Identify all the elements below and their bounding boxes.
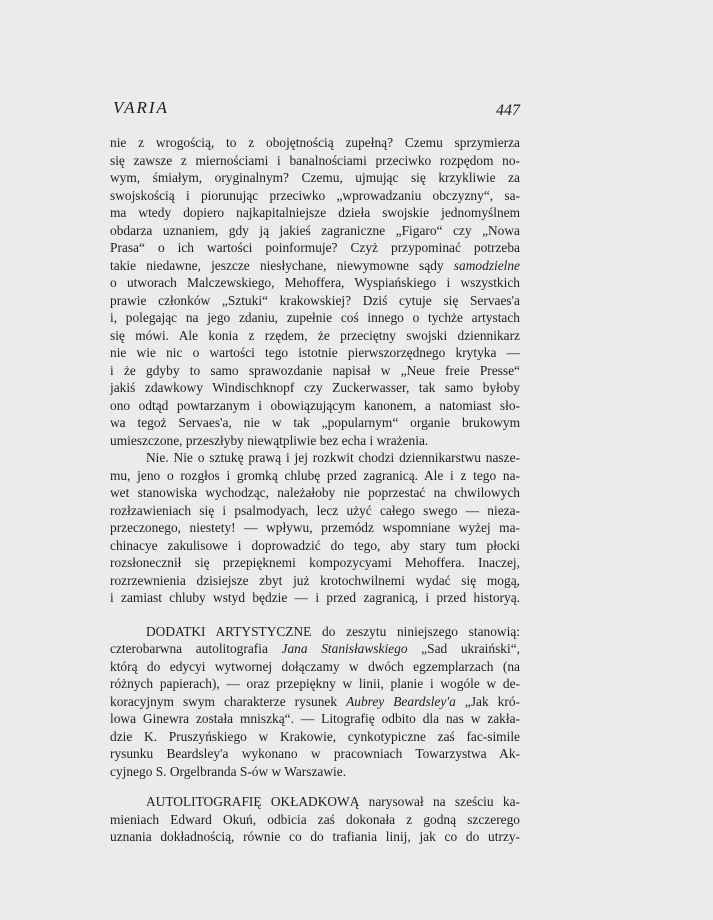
body-text [110, 134, 520, 846]
text-run: koracyjnym swym charakterze rysunek [110, 693, 347, 709]
text-line: rozsłonecznił się przepięknemi kompozycyami Mehoffera. Inaczej, [110, 555, 520, 570]
emphasis: Aubrey Beardsley'a [346, 693, 456, 709]
text-line [110, 257, 520, 275]
page-header [113, 98, 520, 124]
text-line: i, polegając na jego zdaniu, zupełnie coś innego o tychże artystach [110, 310, 520, 325]
text-line: się zawsze z miernościami i banalnościami przeciwko rozpędom no- [110, 152, 520, 168]
text-line: wet stanowiska wychodząc, należałoby nie poprzestać na chwilowych [110, 485, 520, 500]
text-line: przeczonego, niestety! — wpływu, przemódz wspomniane wyżej ma- [110, 520, 520, 535]
text-line: różnych papierach), — oraz przepiękny w linii, planie i wogóle w de- [110, 676, 520, 691]
text-run: czterobarwna autolitografia [110, 641, 282, 656]
text-line: wym, śmiałym, oryginalnym? Czemu, ujmując się krzykliwie za [110, 170, 520, 185]
text-line: którą do edycyi wytwornej dołączamy w dwóch egzemplarzach (na [110, 658, 520, 674]
text-line: rysunku Beardsley'a wykonano w pracowniach Towarzystwa Ak- [110, 746, 520, 761]
emphasis: samodzielne [453, 257, 520, 273]
text-line: cyjnego S. Orgelbranda S-ów w Warszawie. [110, 763, 347, 779]
text-line: Nie. Nie o sztukę prawą i jej rozkwit chodzi dziennikarstwu nasze- [146, 450, 520, 465]
paragraph-gap [110, 780, 520, 793]
emphasis: Jana Stanisławskiego [281, 641, 408, 656]
text-line: wa tegoż Servaes'a, nie w tak „popularnym“ organie brukowym [110, 415, 520, 430]
text-line: o utworach Malczewskiego, Mehoffera, Wyspiańskiego i wszystkich [110, 275, 520, 290]
text-line: umieszczone, przeszłyby niewątpliwie bez echa i wrażenia. [110, 432, 429, 448]
text-line: mieniach Edward Okuń, odbicia zaś dokonała z godną szczerego [110, 811, 520, 827]
text-line: dzie K. Pruszyńskiego w Krakowie, cynkotypiczne zaś fac-simile [110, 728, 520, 744]
text-run: „Sad ukraiński“, [407, 641, 520, 656]
text-line: ma wtedy dopiero najkapitalniejsze dzieła swojskie jednomyślnem [110, 205, 520, 220]
text-line: AUTOLITOGRAFIĘ OKŁADKOWĄ narysował na sześciu ka- [146, 794, 520, 809]
text-line [110, 693, 520, 711]
text-line: jakiś zdawkowy Windischknopf czy Zuckerwasser, tak samo byłoby [110, 380, 520, 395]
text-line: i że gdyby to samo sprawozdanie napisał w „Neue freie Presse“ [110, 362, 520, 378]
text-line: prawie członków „Sztuki“ krakowskiej? Dziś cytuje się Servaes'a [110, 292, 520, 308]
text-run: takie niedawne, jeszcze niesłychane, niewymowne sądy [110, 257, 454, 273]
text-line [110, 640, 520, 658]
text-line: swojskością i piorunując przeciwko „wprowadzaniu obczyzny“, sa- [110, 187, 520, 203]
text-line: rozrzewnienia dzisiejsze zbyt już krotochwilnemi wydać się mogą, [110, 572, 520, 588]
text-line: Prasa“ o ich wartości poinformuje? Czyż przypominać potrzeba [110, 240, 520, 255]
running-head: VARIA [113, 98, 169, 117]
text-line: nie z wrogością, to z obojętnością zupełną? Czemu sprzymierza [110, 135, 520, 150]
text-line: lowa Ginewra została mniszką“. — Litografię odbito dla nas w zakła- [110, 711, 520, 726]
text-line: uznania dokładnością, równie co do trafiania linij, jak co do utrzy- [110, 829, 520, 844]
text-run: „Jak kró- [455, 693, 520, 709]
text-line: rozłzawieniach się i psalmodyach, lecz użyć całego swego — nieza- [110, 502, 520, 518]
text-line: nie wie nic o wartości tego istotnie pierwszorzędnego krytyka — [110, 345, 520, 360]
paragraph-gap [110, 607, 520, 623]
text-line: DODATKI ARTYSTYCZNE do zeszytu niniejszego stanowią: [146, 623, 520, 639]
text-line: i zamiast chluby wstyd będzie — i przed zagranicą, i przed historyą. [110, 590, 520, 605]
text-line: obdarza uznaniem, gdy ją jakieś zagraniczne „Figaro“ czy „Nowa [110, 222, 520, 238]
page-number: 447 [496, 102, 520, 119]
text-line: się mówi. Ale konia z rzędem, że przeciętny swojski dziennikarz [110, 327, 520, 343]
text-line: ono odtąd powtarzanym i obowiązującym kanonem, a natomiast sło- [110, 397, 520, 413]
text-line: chinacye zakulisowe i doprowadzić do tego, aby stary tum płocki [110, 537, 520, 553]
text-line: mu, jeno o rozgłos i gromką chlubę przed zagranicą. Ale i z tego na- [110, 467, 520, 483]
